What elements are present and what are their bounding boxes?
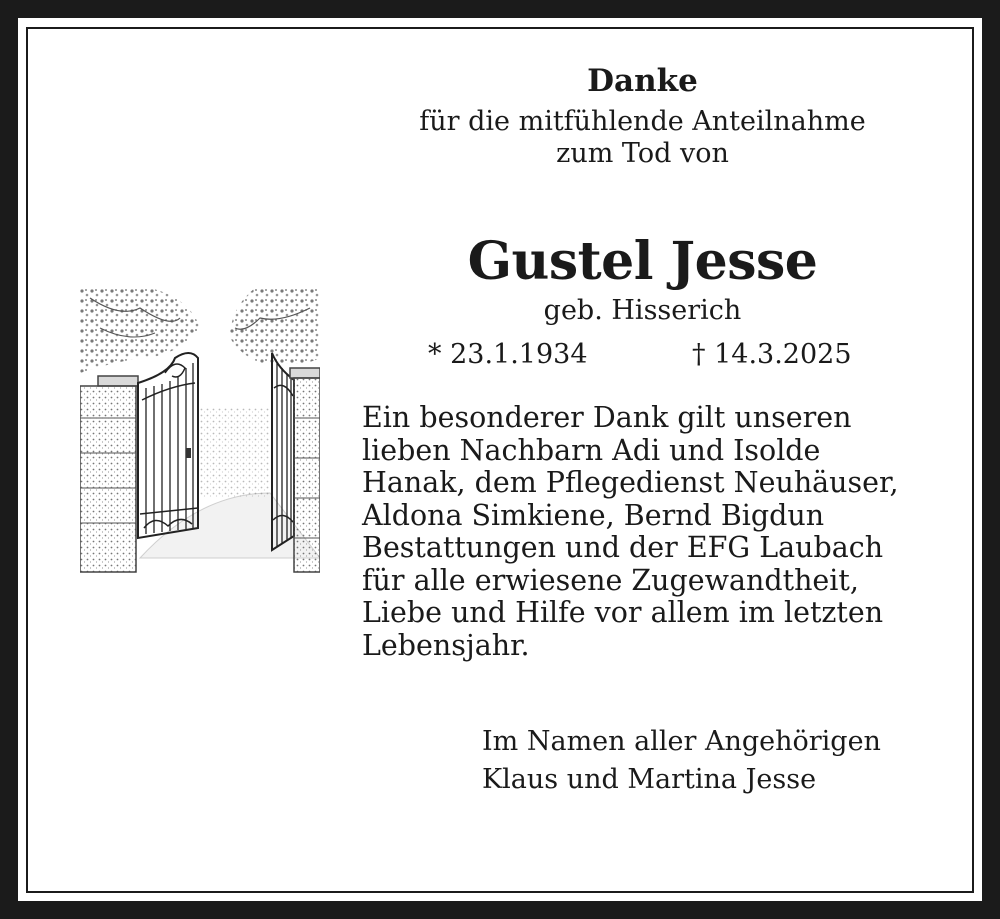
death-date: † 14.3.2025 (692, 339, 852, 370)
thanks-line: für alle erwiesene Zugewandtheit, (362, 563, 859, 597)
heading: Danke (587, 63, 698, 99)
thanks-line: Liebe und Hilfe vor allem im letzten (362, 596, 884, 629)
subline-condolence: für die mitfühlende Anteilnahme (419, 106, 866, 137)
deceased-name: Gustel Jesse (467, 231, 818, 292)
thanks-line: Bestattungen und der EFG Laubach (362, 531, 884, 564)
thanks-line: Aldona Simkiene, Bernd Bigdun (362, 498, 825, 532)
birth-date: * 23.1.1934 (428, 339, 588, 370)
thanks-paragraph (362, 402, 952, 662)
thanks-line: lieben Nachbarn Adi und Isolde (362, 433, 821, 467)
signature-family: Im Namen aller Angehörigen (482, 726, 881, 757)
thanks-line: Lebensjahr. (362, 628, 530, 662)
birth-name: geb. Hisserich (543, 295, 742, 326)
open-garden-gate-icon (80, 288, 320, 576)
thanks-line: Hanak, dem Pflegedienst Neuhäuser, (362, 466, 899, 499)
thanks-line: Ein besonderer Dank gilt unseren (362, 401, 852, 434)
signature-names: Klaus und Martina Jesse (482, 764, 817, 795)
subline-death-of: zum Tod von (556, 138, 729, 169)
